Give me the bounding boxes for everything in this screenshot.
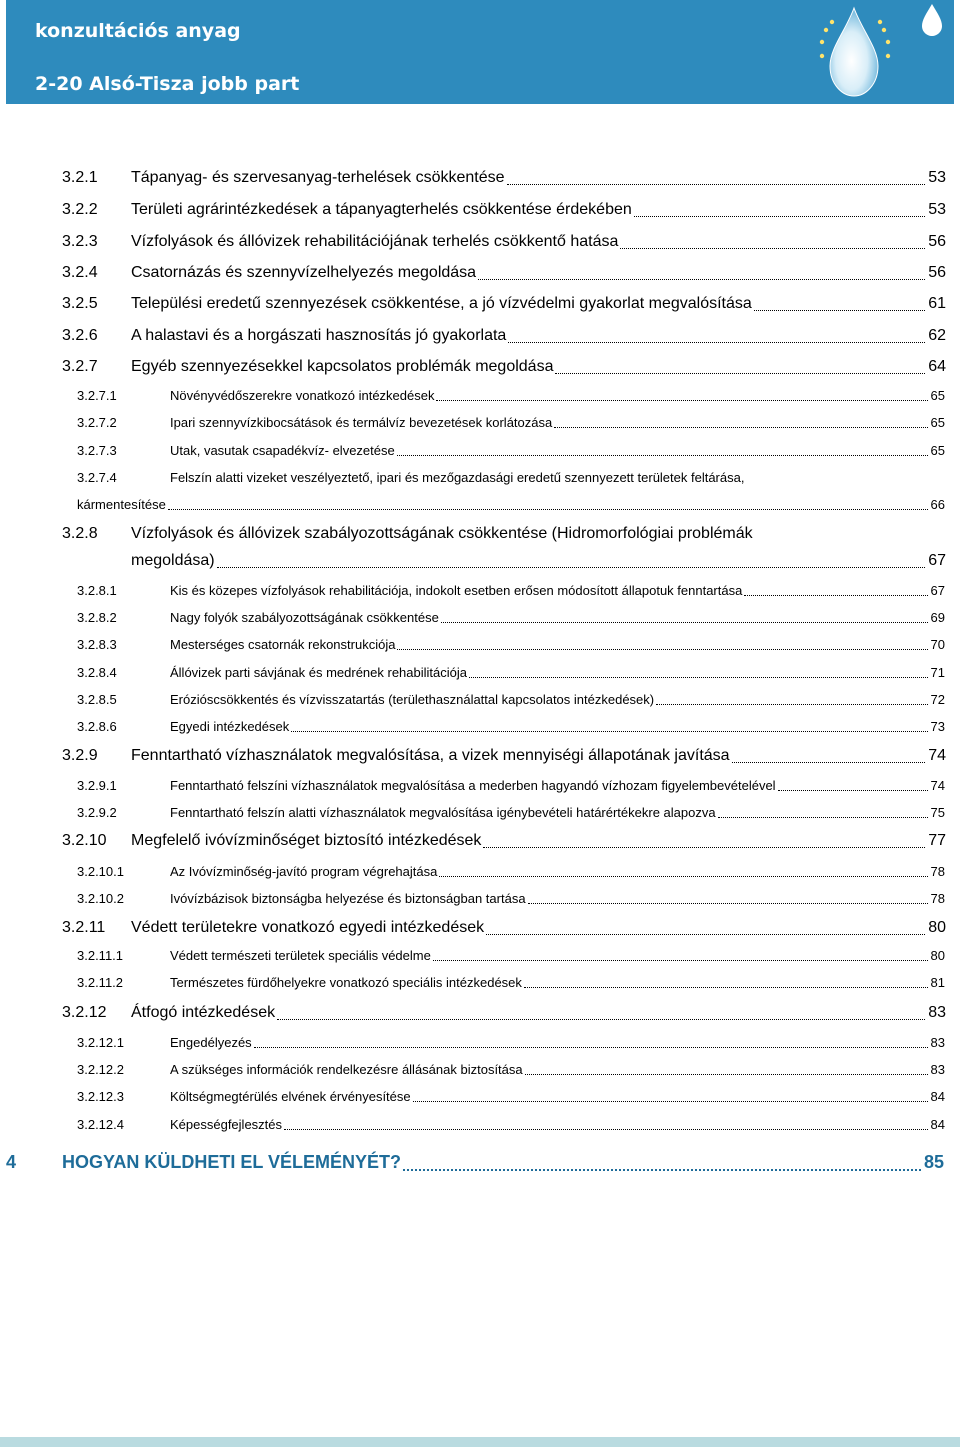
toc-entry-page: 65 <box>930 443 945 458</box>
toc-entry-title: Felszín alatti vizeket veszélyeztető, ipari és mezőgazdasági eredetű szennyezett területek feltárása, <box>170 470 745 485</box>
toc-entry-title: Vízfolyások és állóvizek rehabilitációjának terhelés csökkentő hatása <box>131 233 619 250</box>
toc-entry-number: 3.2.11.2 <box>77 975 124 990</box>
toc-entry-page: 71 <box>930 665 945 680</box>
toc-entry-title: Védett természeti területek speciális védelme <box>170 948 431 963</box>
toc-entry-page: 83 <box>930 1035 945 1050</box>
toc-entry-title: Mesterséges csatornák rekonstrukciója <box>170 637 396 652</box>
toc-leader-dots <box>507 184 926 185</box>
toc-entry-page: 53 <box>928 201 946 218</box>
toc-entry-title: Ivóvízbázisok biztonságba helyezése és biztonságban tartása <box>170 891 526 906</box>
toc-entry-page: 74 <box>930 778 945 793</box>
toc-entry-number: 3.2.8.6 <box>77 719 117 734</box>
toc-leader-dots <box>254 1047 928 1048</box>
toc-leader-dots <box>528 903 928 904</box>
toc-entry-number: 3.2.7.2 <box>77 415 117 430</box>
toc-entry-number: 3.2.8.1 <box>77 583 117 598</box>
toc-entry-page: 74 <box>928 747 946 764</box>
toc-entry-title: Csatornázás és szennyvízelhelyezés megoldása <box>131 264 477 281</box>
toc-leader-dots <box>486 934 925 935</box>
toc-entry-title: Fenntartható felszín alatti vízhasználatok megvalósítása igénybevételi határértékekre alapozva <box>170 805 716 820</box>
toc-entry-page: 80 <box>928 919 946 936</box>
toc-entry-title: Az Ivóvízminőség-javító program végrehajtása <box>170 864 438 879</box>
toc-leader-dots <box>168 509 928 510</box>
toc-leader-dots <box>483 847 925 848</box>
toc-leader-dots <box>277 1019 925 1020</box>
toc-entry-title: Engedélyezés <box>170 1035 252 1050</box>
toc-entry-title: Növényvédőszerekre vonatkozó intézkedések <box>170 388 435 403</box>
toc-entry-page: 66 <box>930 497 945 512</box>
toc-entry-page: 72 <box>930 692 945 707</box>
toc-leader-dots <box>744 595 927 596</box>
toc-leader-dots <box>620 248 925 249</box>
toc-entry-page: 77 <box>928 832 946 849</box>
toc-entry-title: Egyedi intézkedések <box>170 719 290 734</box>
toc-entry-page: 70 <box>930 637 945 652</box>
toc-entry-page: 61 <box>928 295 946 312</box>
toc-entry-number: 4 <box>6 1152 17 1172</box>
toc-entry-page: 65 <box>930 415 945 430</box>
toc-leader-dots <box>439 876 927 877</box>
toc-entry-page: 56 <box>928 264 946 281</box>
toc-entry-page: 75 <box>930 805 945 820</box>
toc-entry-number: 3.2.2 <box>62 201 98 218</box>
toc-entry-title: Utak, vasutak csapadékvíz- elvezetése <box>170 443 395 458</box>
toc-leader-dots <box>778 790 928 791</box>
toc-entry-title: Területi agrárintézkedések a tápanyagterhelés csökkentése érdekében <box>131 201 632 218</box>
toc-entry-number: 3.2.10.2 <box>77 891 124 906</box>
toc-entry-title: Ipari szennyvízkibocsátások és termálvíz bevezetések korlátozása <box>170 415 553 430</box>
toc-entry-page: 81 <box>930 975 945 990</box>
toc-entry-number: 3.2.10.1 <box>77 864 124 879</box>
toc-entry-page: 80 <box>930 948 945 963</box>
toc-entry-number: 3.2.8.3 <box>77 637 117 652</box>
toc-entry-number: 3.2.5 <box>62 295 98 312</box>
toc-entry-number: 3.2.8.2 <box>77 610 117 625</box>
toc-entry-number: 3.2.10 <box>62 832 107 849</box>
toc-entry-number: 3.2.4 <box>62 264 98 281</box>
toc-leader-dots <box>433 960 928 961</box>
toc-entry-page: 73 <box>930 719 945 734</box>
toc-entry-title: Állóvizek parti sávjának és medrének rehabilitációja <box>170 665 467 680</box>
toc-entry-title: Vízfolyások és állóvizek szabályozottságának csökkentése (Hidromorfológiai problémák <box>131 525 753 542</box>
footer-bar <box>0 1437 960 1447</box>
toc-entry-title-continued: kármentesítése <box>77 497 166 512</box>
toc-entry-title: Nagy folyók szabályozottságának csökkentése <box>170 610 439 625</box>
toc-entry-number: 3.2.7.3 <box>77 443 117 458</box>
toc-leader-dots <box>508 342 925 343</box>
toc-entry-page: 65 <box>930 388 945 403</box>
toc-leader-dots <box>754 310 925 311</box>
toc-entry-page: 83 <box>928 1004 946 1021</box>
toc-leader-dots <box>634 216 925 217</box>
toc-entry-page: 64 <box>928 358 946 375</box>
toc-entry-title: Fenntartható vízhasználatok megvalósítása, a vizek mennyiségi állapotának javítása <box>131 747 730 764</box>
toc-entry-number: 3.2.8 <box>62 525 98 542</box>
toc-entry-number: 3.2.7 <box>62 358 98 375</box>
toc-entry-page: 84 <box>930 1089 945 1104</box>
toc-leader-dots <box>217 567 926 568</box>
toc-leader-dots <box>469 677 928 678</box>
toc-entry-title: Erózióscsökkentés és vízvisszatartás (területhasználattal kapcsolatos intézkedések) <box>170 692 655 707</box>
toc-entry-title: Védett területekre vonatkozó egyedi intézkedések <box>131 919 485 936</box>
toc-entry-title-continued: megoldása) <box>131 552 215 569</box>
toc-leader-dots <box>403 1169 921 1171</box>
toc-entry-title: HOGYAN KÜLDHETI EL VÉLEMÉNYÉT? <box>62 1152 402 1172</box>
toc-entry-number: 3.2.9.2 <box>77 805 117 820</box>
toc-entry-title: Egyéb szennyezésekkel kapcsolatos problémák megoldása <box>131 358 554 375</box>
toc-entry-number: 3.2.11.1 <box>77 948 124 963</box>
toc-entry-page: 67 <box>930 583 945 598</box>
toc-entry-number: 3.2.3 <box>62 233 98 250</box>
toc-entry-page: 69 <box>930 610 945 625</box>
toc-leader-dots <box>555 373 925 374</box>
toc-entry-number: 3.2.12.3 <box>77 1089 124 1104</box>
toc-entry-page: 67 <box>928 552 946 569</box>
toc-entry-title: Természetes fürdőhelyekre vonatkozó speciális intézkedések <box>170 975 522 990</box>
toc-leader-dots <box>524 987 928 988</box>
toc-entry-page: 56 <box>928 233 946 250</box>
toc-entry-title: Tápanyag- és szervesanyag-terhelések csökkentése <box>131 169 505 186</box>
toc-entry-number: 3.2.11 <box>62 919 106 936</box>
toc-entry-number: 3.2.12.2 <box>77 1062 124 1077</box>
toc-leader-dots <box>554 427 927 428</box>
toc-entry-number: 3.2.7.1 <box>77 388 117 403</box>
toc-entry-title: Fenntartható felszíni vízhasználatok megvalósítása a mederben hagyandó vízhozam figyelembevételével <box>170 778 776 793</box>
toc-leader-dots <box>441 622 928 623</box>
toc-leader-dots <box>397 649 927 650</box>
toc-entry-number: 3.2.1 <box>62 169 98 186</box>
toc-entry-title: Megfelelő ivóvízminőséget biztosító intézkedések <box>131 832 482 849</box>
toc-leader-dots <box>656 704 927 705</box>
toc-leader-dots <box>525 1074 928 1075</box>
header-subtitle: 2-20 Alsó-Tisza jobb part <box>35 73 300 95</box>
toc-entry-title: Képességfejlesztés <box>170 1117 283 1132</box>
toc-entry-title: Települési eredetű szennyezések csökkentése, a jó vízvédelmi gyakorlat megvalósítása <box>131 295 752 312</box>
header-title: konzultációs anyag <box>35 20 241 42</box>
toc-leader-dots <box>718 817 928 818</box>
toc-leader-dots <box>291 731 927 732</box>
toc-entry-page: 85 <box>923 1152 944 1172</box>
toc-leader-dots <box>732 762 926 763</box>
toc-leader-dots <box>436 400 927 401</box>
toc-entry-title: Költségmegtérülés elvének érvényesítése <box>170 1089 411 1104</box>
toc-entry-title: Kis és közepes vízfolyások rehabilitációja, indokolt esetben erősen módosított állapotuk fenntartása <box>170 583 743 598</box>
toc-entry-number: 3.2.9 <box>62 747 98 764</box>
toc-leader-dots <box>284 1129 928 1130</box>
toc-entry-page: 62 <box>928 327 946 344</box>
toc-entry-page: 78 <box>930 891 945 906</box>
toc-entry-page: 78 <box>930 864 945 879</box>
toc-entry-number: 3.2.8.4 <box>77 665 117 680</box>
toc-entry-page: 84 <box>930 1117 945 1132</box>
toc-entry-number: 3.2.7.4 <box>77 470 117 485</box>
toc-entry-number: 3.2.12.1 <box>77 1035 124 1050</box>
toc-entry-page: 83 <box>930 1062 945 1077</box>
toc-leader-dots <box>397 455 928 456</box>
toc-leader-dots <box>478 279 925 280</box>
toc-entry-page: 53 <box>928 169 946 186</box>
toc-entry-number: 3.2.8.5 <box>77 692 117 707</box>
toc-entry-title: A szükséges információk rendelkezésre állásának biztosítása <box>170 1062 523 1077</box>
toc-entry-number: 3.2.6 <box>62 327 98 344</box>
toc-entry-number: 3.2.9.1 <box>77 778 117 793</box>
toc-leader-dots <box>413 1101 928 1102</box>
toc-entry-number: 3.2.12.4 <box>77 1117 124 1132</box>
toc-entry-title: A halastavi és a horgászati hasznosítás jó gyakorlata <box>131 327 507 344</box>
toc-entry-title: Átfogó intézkedések <box>131 1004 276 1021</box>
toc-entry-number: 3.2.12 <box>62 1004 107 1021</box>
